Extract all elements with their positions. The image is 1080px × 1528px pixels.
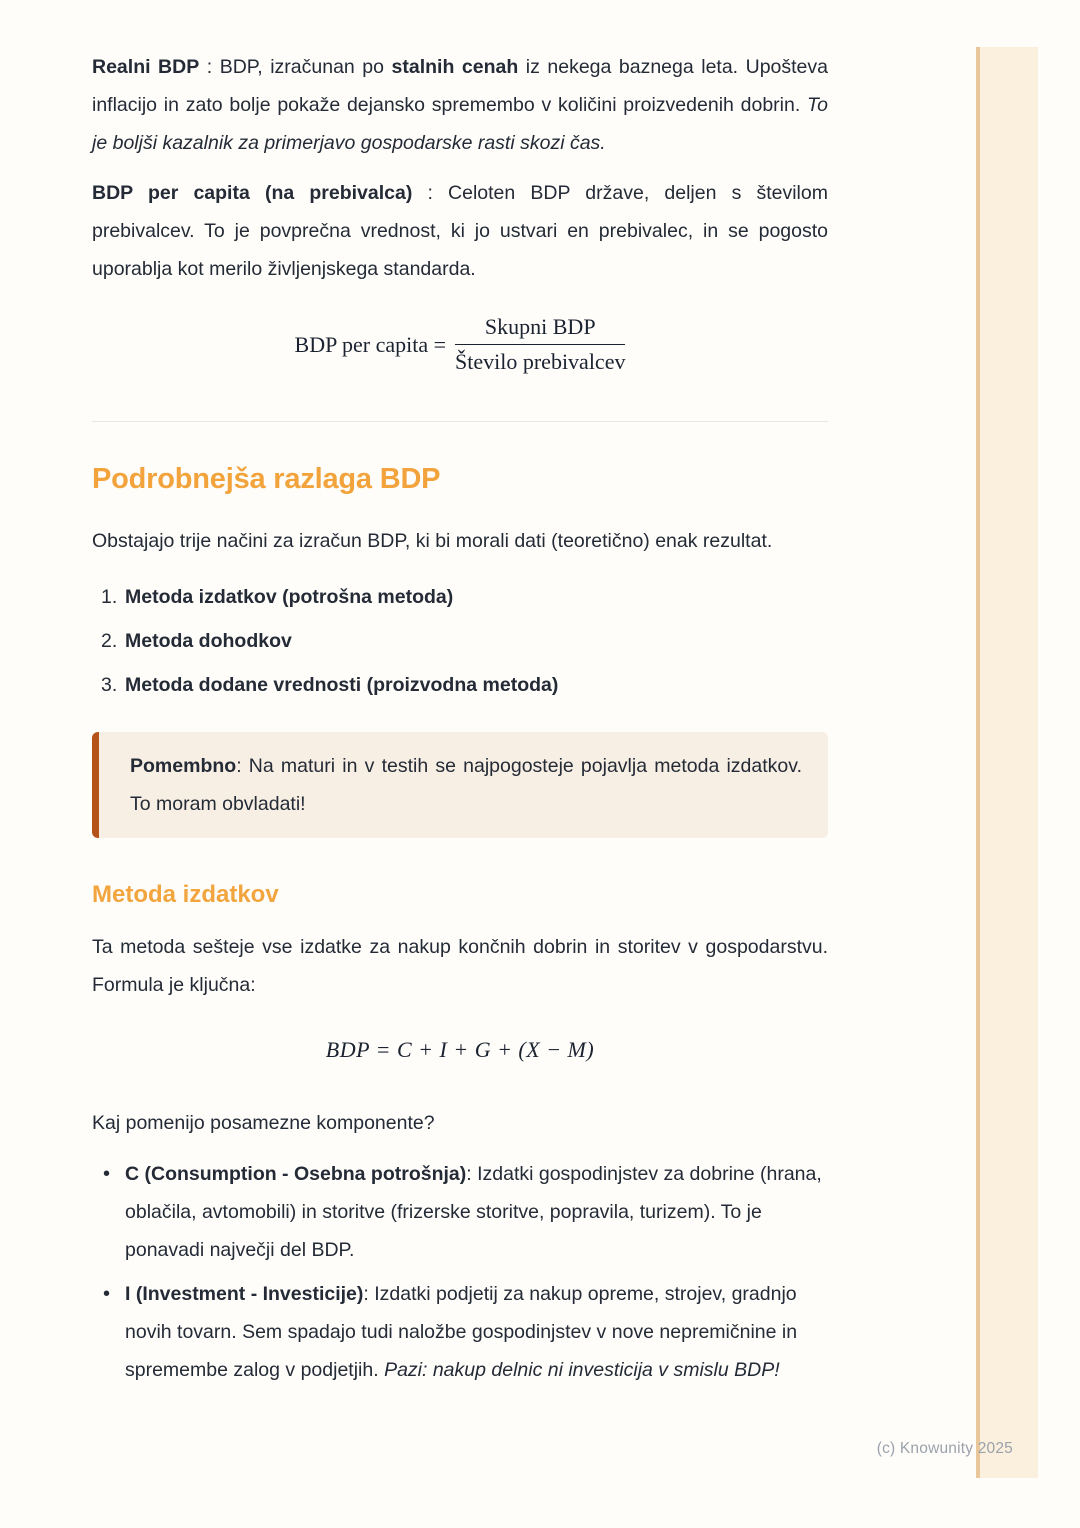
fraction: [455, 314, 625, 375]
page-edge-stripe: [976, 47, 1038, 1478]
definition-term: Realni BDP: [92, 56, 200, 78]
list-item-method-2: 2. Metoda dohodkov: [92, 622, 828, 660]
component-term: I (Investment - Investicije): [125, 1283, 364, 1305]
list-item-method-1: 1. Metoda izdatkov (potrošna metoda): [92, 578, 828, 616]
list-item-method-3: 3. Metoda dodane vrednosti (proizvodna metoda): [92, 666, 828, 704]
italic-note: Pazi: nakup delnic ni investicija v smislu BDP!: [384, 1359, 780, 1381]
components-list: [92, 1155, 828, 1389]
list-item-investment: • I (Investment - Investicije): Izdatki podjetij za nakup opreme, strojev, gradnjo novih tovarn. Sem spadajo tudi naložbe gospodinjstev v nove nepremičnine in spremembe zalog v podjetjih. Pazi: nakup delnic ni investicija v smislu BDP!: [92, 1275, 828, 1389]
list-item-consumption: • C (Consumption - Osebna potrošnja): Izdatki gospodinjstev za dobrine (hrana, oblačila, avtomobili) in storitve (frizerske storitve, popravila, turizem). To je ponavadi največji del BDP.: [92, 1155, 828, 1269]
document-content: [92, 0, 828, 1395]
callout-text: Pomembno: Na maturi in v testih se najpogosteje pojavlja metoda izdatkov. To moram obvladati!: [130, 755, 802, 815]
subsection-intro: Ta metoda sešteje vse izdatke za nakup končnih dobrin in storitev v gospodarstvu. Formula je ključna:: [92, 936, 828, 996]
definition-term: BDP per capita (na prebivalca): [92, 182, 413, 204]
copyright-watermark: (c) Knowunity 2025: [876, 1440, 1013, 1457]
subsection-title: Metoda izdatkov: [92, 881, 279, 908]
section-title: Podrobnejša razlaga BDP: [92, 463, 441, 495]
definition-realni-bdp: Realni BDP : BDP, izračunan po stalnih cenah iz nekega baznega leta. Upošteva inflacijo in zato bolje pokaže dejansko spremembo v količini proizvedenih dobrin. To je boljši kazalnik za primerjavo gospodarske rasti skozi čas.: [92, 56, 828, 154]
list-number: 2.: [101, 630, 118, 652]
list-number: 3.: [101, 674, 118, 696]
formula-bdp-per-capita: [92, 314, 828, 375]
formula-lhs: BDP per capita =: [294, 331, 447, 357]
highlighted-phrase: stalnih cenah: [391, 56, 519, 78]
methods-list: [92, 578, 828, 704]
section-intro: Obstajajo trije načini za izračun BDP, ki bi morali dati (teoretično) enak rezultat.: [92, 530, 773, 552]
italic-note: To je boljši kazalnik za primerjavo gospodarske rasti skozi čas.: [92, 94, 828, 154]
formula-bdp-expenditure: BDP = C + I + G + (X − M): [325, 1037, 595, 1062]
callout-term: Pomembno: [130, 755, 237, 777]
components-question: Kaj pomenijo posamezne komponente?: [92, 1112, 435, 1134]
fraction-denominator: Število prebivalcev: [455, 349, 626, 374]
fraction-numerator: Skupni BDP: [455, 314, 625, 345]
section-divider: [92, 421, 828, 422]
component-term: C (Consumption - Osebna potrošnja): [125, 1163, 467, 1185]
list-number: 1.: [101, 586, 118, 608]
important-callout: [92, 732, 828, 838]
definition-bdp-per-capita: BDP per capita (na prebivalca) : Celoten BDP države, deljen s številom prebivalcev. To je povprečna vrednost, ki jo ustvari en prebivalec, in se pogosto uporablja kot merilo življenjskega standarda.: [92, 182, 828, 280]
